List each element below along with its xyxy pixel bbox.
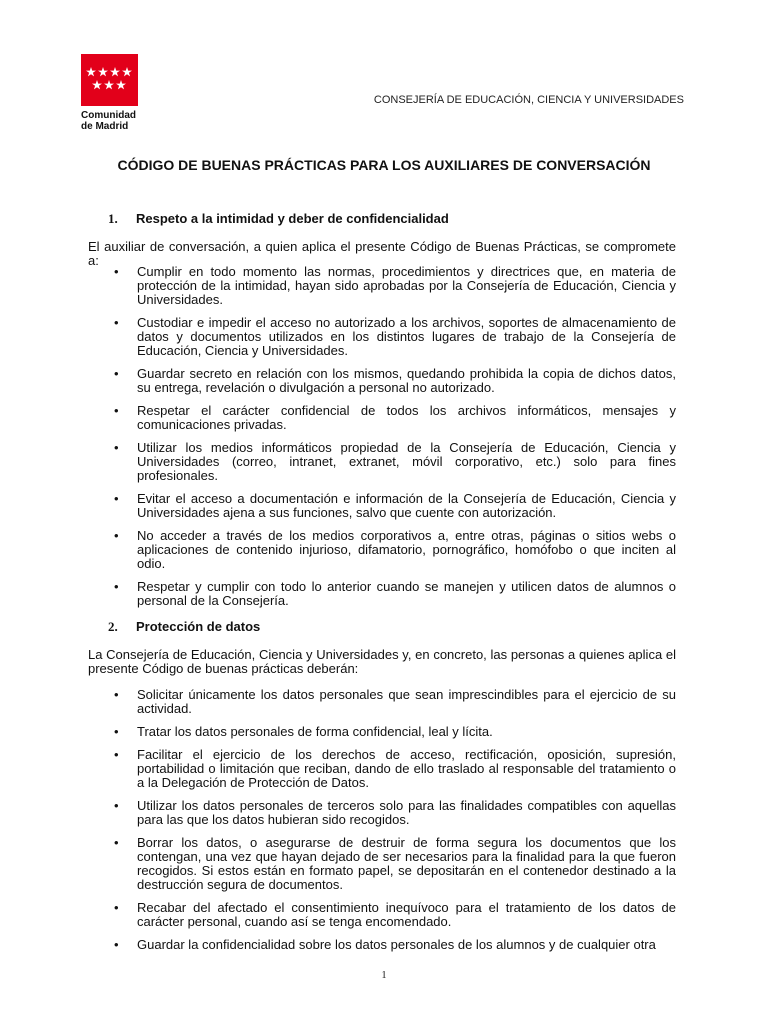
list-item xyxy=(110,799,676,827)
section2-heading-text: Protección de datos xyxy=(136,619,261,634)
bullet-icon: • xyxy=(114,264,119,279)
list-item-text: Tratar los datos personales de forma confidencial, leal y lícita. xyxy=(137,724,493,739)
logo-text xyxy=(81,110,139,132)
list-item xyxy=(110,580,676,608)
comunidad-de-madrid-logo xyxy=(81,54,139,132)
bullet-icon: • xyxy=(114,835,119,850)
section2-list xyxy=(110,688,676,961)
list-item-text: Respetar y cumplir con todo lo anterior cuando se manejen y utilicen datos de alumnos o personal de la Consejería. xyxy=(137,579,676,608)
list-item-text: Borrar los datos, o asegurarse de destruir de forma segura los documentos que los contengan, una vez que hayan dejado de ser necesarios para la finalidad para la que fueron recogidos. Si estos están en formato papel, se depositarán en el contenedor destinado a la destrucción segura de documentos. xyxy=(137,835,676,892)
bullet-icon: • xyxy=(114,366,119,381)
list-item xyxy=(110,316,676,358)
section2-number: 2. xyxy=(108,619,118,634)
bullet-icon: • xyxy=(114,687,119,702)
list-item xyxy=(110,938,676,952)
logo-text-line1: Comunidad xyxy=(81,110,136,121)
document-title: CÓDIGO DE BUENAS PRÁCTICAS PARA LOS AUXILIARES DE CONVERSACIÓN xyxy=(117,157,651,173)
list-item-text: Utilizar los datos personales de terceros solo para las finalidades compatibles con aquellas para las que los datos hubieran sido recogidos. xyxy=(137,798,676,827)
bullet-icon: • xyxy=(114,528,119,543)
section1-intro: El auxiliar de conversación, a quien aplica el presente Código de Buenas Prácticas, se compromete a: xyxy=(88,239,676,268)
bullet-icon: • xyxy=(114,491,119,506)
list-item xyxy=(110,748,676,790)
page-number: 1 xyxy=(381,970,387,981)
section2-intro: La Consejería de Educación, Ciencia y Universidades y, en concreto, las personas a quienes aplica el presente Código de buenas prácticas deberán: xyxy=(88,647,676,676)
list-item-text: Utilizar los medios informáticos propiedad de la Consejería de Educación, Ciencia y Universidades (correo, intranet, extranet, móvil corporativo, etc.) solo para fines profesionales. xyxy=(137,440,676,483)
bullet-icon: • xyxy=(114,900,119,915)
section1-list xyxy=(110,265,676,617)
list-item-text: Cumplir en todo momento las normas, procedimientos y directrices que, en materia de protección de la intimidad, hayan sido aprobadas por la Consejería de Educación, Ciencia y Universidades. xyxy=(137,264,676,307)
logo-red-box xyxy=(81,54,138,106)
list-item-text: Facilitar el ejercicio de los derechos de acceso, rectificación, oposición, supresión, portabilidad o limitación que reciban, dando de ello traslado al responsable del tratamiento o a la Delegación de Protección de Datos. xyxy=(137,747,676,790)
list-item xyxy=(110,404,676,432)
list-item-text: Guardar la confidencialidad sobre los datos personales de los alumnos y de cualquier otra xyxy=(137,937,656,952)
bullet-icon: • xyxy=(114,798,119,813)
list-item xyxy=(110,492,676,520)
list-item xyxy=(110,529,676,571)
bullet-icon: • xyxy=(114,724,119,739)
bullet-icon: • xyxy=(114,579,119,594)
logo-text-line2: de Madrid xyxy=(81,121,129,132)
list-item xyxy=(110,901,676,929)
department-header: CONSEJERÍA DE EDUCACIÓN, CIENCIA Y UNIVERSIDADES xyxy=(373,94,684,106)
list-item xyxy=(110,441,676,483)
bullet-icon: • xyxy=(114,747,119,762)
list-item-text: Custodiar e impedir el acceso no autorizado a los archivos, soportes de almacenamiento de datos y documentos utilizados en los distintos lugares de trabajo de la Consejería de Educación, Ciencia y Universidades. xyxy=(137,315,676,358)
bullet-icon: • xyxy=(114,403,119,418)
list-item-text: Solicitar únicamente los datos personales que sean imprescindibles para el ejercicio de su actividad. xyxy=(137,687,676,716)
section1-heading xyxy=(108,211,449,227)
bullet-icon: • xyxy=(114,315,119,330)
list-item-text: No acceder a través de los medios corporativos a, entre otras, páginas o sitios webs o aplicaciones de contenido injurioso, difamatorio, pornográfico, homófobo o que inciten al odio. xyxy=(137,528,676,571)
list-item xyxy=(110,836,676,892)
stars-icon xyxy=(81,54,138,106)
list-item-text: Recabar del afectado el consentimiento inequívoco para el tratamiento de los datos de carácter personal, cuando así se tenga encomendado. xyxy=(137,900,676,929)
list-item-text: Respetar el carácter confidencial de todos los archivos informáticos, mensajes y comunicaciones privadas. xyxy=(137,403,676,432)
list-item xyxy=(110,688,676,716)
list-item xyxy=(110,725,676,739)
list-item-text: Evitar el acceso a documentación e información de la Consejería de Educación, Ciencia y Universidades ajena a sus funciones, salvo que cuente con autorización. xyxy=(137,491,676,520)
list-item-text: Guardar secreto en relación con los mismos, quedando prohibida la copia de dichos datos, su entrega, revelación o divulgación a personal no autorizado. xyxy=(137,366,676,395)
bullet-icon: • xyxy=(114,937,119,952)
bullet-icon: • xyxy=(114,440,119,455)
list-item xyxy=(110,367,676,395)
section1-number: 1. xyxy=(108,211,118,226)
section1-heading-text: Respeto a la intimidad y deber de confidencialidad xyxy=(136,211,449,226)
list-item xyxy=(110,265,676,307)
section2-heading xyxy=(108,619,260,635)
